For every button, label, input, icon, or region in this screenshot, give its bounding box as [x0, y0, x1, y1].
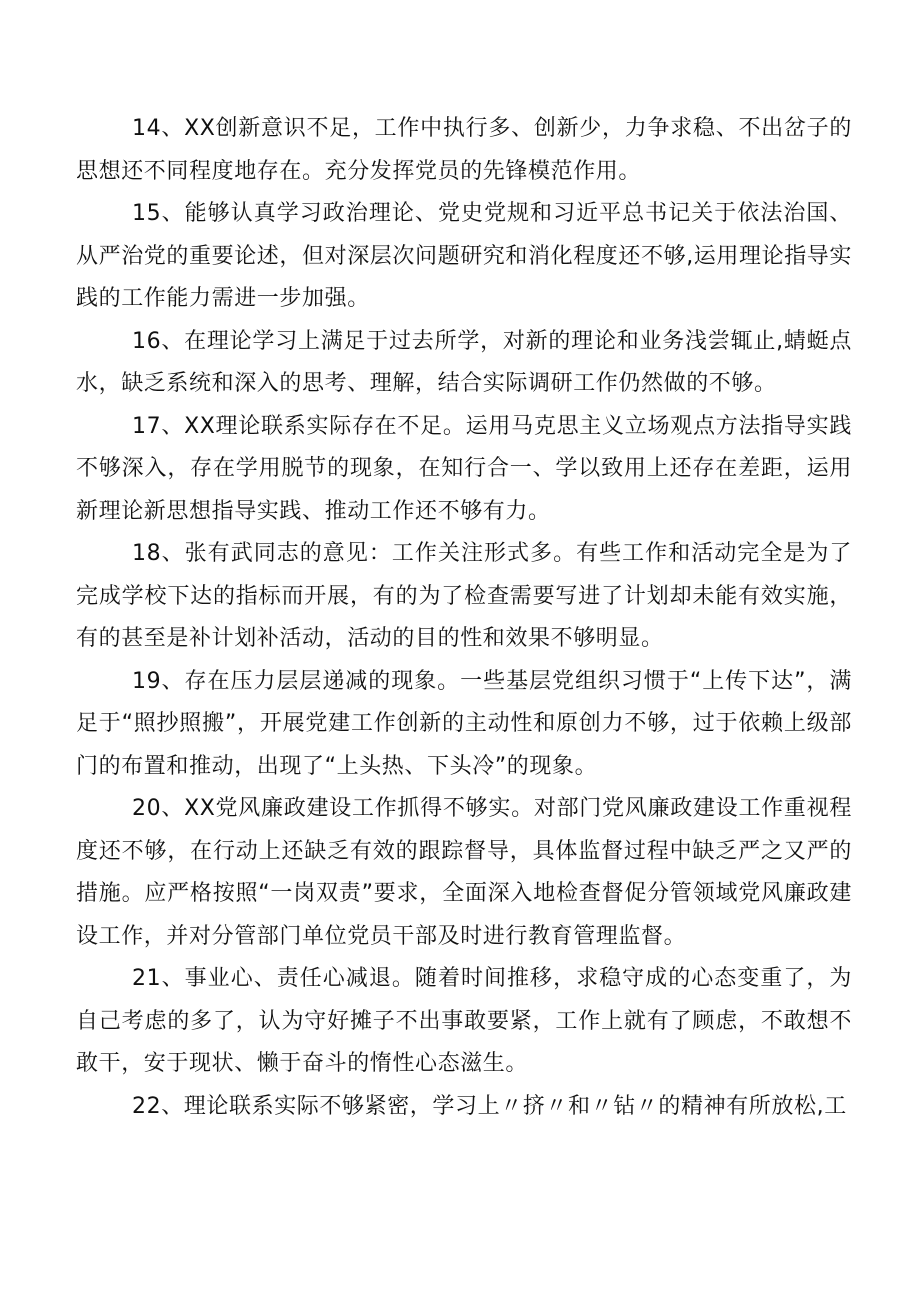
paragraph-19: 19、存在压力层层递减的现象。一些基层党组织习惯于“上传下达”，满足于“照抄照搬”，开展党建工作创新的主动性和原创力不够，过于依赖上级部门的布置和推动，出现了“上头热、下头冷”的现象。 [76, 668, 852, 779]
paragraph-21: 21、事业心、责任心减退。随着时间推移，求稳守成的心态变重了，为自己考虑的多了，认为守好摊子不出事敢要紧，工作上就有了顾虑，不敢想不敢干，安于现状、懒于奋斗的惰性心态滋生。 [76, 966, 852, 1076]
document-body [76, 108, 852, 1128]
paragraph-18: 18、张有武同志的意见：工作关注形式多。有些工作和活动完全是为了完成学校下达的指标而开展，有的为了检查需要写进了计划却未能有效实施，有的甚至是补计划补活动，活动的目的性和效果不够明显。 [76, 541, 852, 651]
paragraph-17: 17、XX理论联系实际存在不足。运用马克思主义立场观点方法指导实践不够深入，存在学用脱节的现象，在知行合一、学以致用上还存在差距，运用新理论新思想指导实践、推动工作还不够有力。 [76, 413, 852, 524]
paragraph-22: 22、理论联系实际不够紧密，学习上〃挤〃和〃钻〃的精神有所放松,工 [132, 1093, 847, 1119]
paragraph-20: 20、XX党风廉政建设工作抓得不够实。对部门党风廉政建设工作重视程度还不够，在行动上还缺乏有效的跟踪督导，具体监督过程中缺乏严之又严的措施。应严格按照“一岗双责”要求，全面深入地检查督促分管领域党风廉政建设工作，并对分管部门单位党员干部及时进行教育管理监督。 [76, 796, 852, 949]
paragraph-14: 14、XX创新意识不足，工作中执行多、创新少，力争求稳、不出岔子的思想还不同程度地存在。充分发挥党员的先锋模范作用。 [76, 116, 852, 184]
paragraph-15: 15、能够认真学习政治理论、党史党规和习近平总书记关于依法治国、从严治党的重要论述，但对深层次问题研究和消化程度还不够,运用理论指导实践的工作能力需进一步加强。 [76, 201, 852, 311]
paragraph-16: 16、在理论学习上满足于过去所学，对新的理论和业务浅尝辄止,蜻蜓点水，缺乏系统和深入的思考、理解，结合实际调研工作仍然做的不够。 [76, 328, 852, 396]
